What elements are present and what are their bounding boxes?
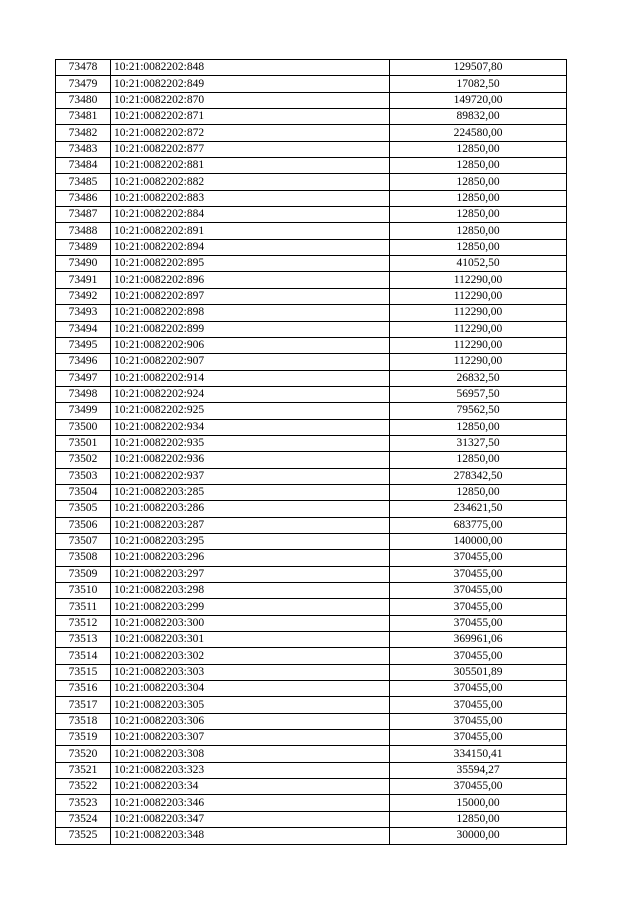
table-row [56,795,567,811]
row-number-cell: 73507 [56,533,111,549]
row-number-cell: 73516 [56,681,111,697]
table-row [56,288,567,304]
row-number-cell: 73489 [56,239,111,255]
table-row [56,321,567,337]
table-row [56,256,567,272]
row-number-cell: 73518 [56,713,111,729]
row-number-cell: 73482 [56,125,111,141]
cadastral-value-cell: 112290,00 [390,288,567,304]
cadastral-value-cell: 112290,00 [390,272,567,288]
row-number-cell: 73490 [56,256,111,272]
cadastral-number-cell: 10:21:0082202:935 [111,435,390,451]
table-row [56,337,567,353]
cadastral-value-cell: 370455,00 [390,615,567,631]
cadastral-number-cell: 10:21:0082203:347 [111,811,390,827]
cadastral-number-cell: 10:21:0082203:346 [111,795,390,811]
table-row [56,681,567,697]
cadastral-number-cell: 10:21:0082203:306 [111,713,390,729]
cadastral-value-cell: 12850,00 [390,190,567,206]
table-row [56,76,567,92]
cadastral-number-cell: 10:21:0082202:925 [111,403,390,419]
row-number-cell: 73521 [56,762,111,778]
cadastral-value-cell: 370455,00 [390,583,567,599]
cadastral-value-cell: 89832,00 [390,109,567,125]
cadastral-number-cell: 10:21:0082202:884 [111,207,390,223]
table-row [56,501,567,517]
row-number-cell: 73484 [56,158,111,174]
cadastral-number-cell: 10:21:0082203:296 [111,550,390,566]
cadastral-value-cell: 370455,00 [390,681,567,697]
cadastral-value-cell: 129507,80 [390,60,567,76]
row-number-cell: 73515 [56,664,111,680]
cadastral-number-cell: 10:21:0082202:849 [111,76,390,92]
row-number-cell: 73513 [56,632,111,648]
cadastral-number-cell: 10:21:0082203:307 [111,730,390,746]
row-number-cell: 73493 [56,305,111,321]
cadastral-number-cell: 10:21:0082203:305 [111,697,390,713]
row-number-cell: 73523 [56,795,111,811]
cadastral-value-cell: 224580,00 [390,125,567,141]
table-row [56,762,567,778]
cadastral-number-cell: 10:21:0082202:895 [111,256,390,272]
table-row [56,648,567,664]
cadastral-number-cell: 10:21:0082202:848 [111,60,390,76]
row-number-cell: 73494 [56,321,111,337]
cadastral-value-cell: 12850,00 [390,811,567,827]
cadastral-value-cell: 17082,50 [390,76,567,92]
row-number-cell: 73511 [56,599,111,615]
cadastral-number-cell: 10:21:0082202:924 [111,386,390,402]
cadastral-number-cell: 10:21:0082202:894 [111,239,390,255]
row-number-cell: 73498 [56,386,111,402]
row-number-cell: 73502 [56,452,111,468]
table-row [56,239,567,255]
cadastral-value-cell: 112290,00 [390,305,567,321]
table-row [56,109,567,125]
row-number-cell: 73483 [56,141,111,157]
row-number-cell: 73491 [56,272,111,288]
row-number-cell: 73496 [56,354,111,370]
cadastral-number-cell: 10:21:0082203:301 [111,632,390,648]
cadastral-value-cell: 30000,00 [390,828,567,844]
cadastral-value-cell: 369961,06 [390,632,567,648]
table-row [56,60,567,76]
cadastral-number-cell: 10:21:0082202:914 [111,370,390,386]
row-number-cell: 73525 [56,828,111,844]
table-row [56,566,567,582]
table-row [56,632,567,648]
cadastral-value-cell: 35594,27 [390,762,567,778]
cadastral-number-cell: 10:21:0082202:872 [111,125,390,141]
cadastral-number-cell: 10:21:0082202:871 [111,109,390,125]
table-row [56,713,567,729]
cadastral-number-cell: 10:21:0082203:285 [111,484,390,500]
table-row [56,125,567,141]
cadastral-number-cell: 10:21:0082203:323 [111,762,390,778]
cadastral-number-cell: 10:21:0082203:34 [111,779,390,795]
cadastral-number-cell: 10:21:0082202:934 [111,419,390,435]
row-number-cell: 73519 [56,730,111,746]
cadastral-number-cell: 10:21:0082202:891 [111,223,390,239]
cadastral-value-cell: 370455,00 [390,779,567,795]
row-number-cell: 73503 [56,468,111,484]
table-row [56,223,567,239]
row-number-cell: 73501 [56,435,111,451]
cadastral-number-cell: 10:21:0082202:882 [111,174,390,190]
row-number-cell: 73500 [56,419,111,435]
table-row [56,468,567,484]
cadastral-number-cell: 10:21:0082203:302 [111,648,390,664]
row-number-cell: 73510 [56,583,111,599]
table-row [56,158,567,174]
cadastral-value-cell: 112290,00 [390,321,567,337]
cadastral-number-cell: 10:21:0082202:877 [111,141,390,157]
row-number-cell: 73514 [56,648,111,664]
table-row [56,272,567,288]
table-row [56,403,567,419]
row-number-cell: 73509 [56,566,111,582]
cadastral-value-cell: 370455,00 [390,566,567,582]
row-number-cell: 73517 [56,697,111,713]
row-number-cell: 73512 [56,615,111,631]
cadastral-number-cell: 10:21:0082202:883 [111,190,390,206]
row-number-cell: 73488 [56,223,111,239]
table-row [56,533,567,549]
table-row [56,419,567,435]
table-row [56,370,567,386]
cadastral-value-cell: 112290,00 [390,337,567,353]
row-number-cell: 73505 [56,501,111,517]
cadastral-value-cell: 112290,00 [390,354,567,370]
cadastral-value-table [55,59,567,845]
table-row [56,386,567,402]
table-row [56,697,567,713]
cadastral-value-cell: 305501,89 [390,664,567,680]
cadastral-number-cell: 10:21:0082203:303 [111,664,390,680]
row-number-cell: 73478 [56,60,111,76]
cadastral-value-cell: 370455,00 [390,599,567,615]
cadastral-number-cell: 10:21:0082202:881 [111,158,390,174]
table-row [56,779,567,795]
cadastral-number-cell: 10:21:0082202:899 [111,321,390,337]
row-number-cell: 73504 [56,484,111,500]
cadastral-number-cell: 10:21:0082202:870 [111,92,390,108]
row-number-cell: 73524 [56,811,111,827]
cadastral-number-cell: 10:21:0082203:299 [111,599,390,615]
table-row [56,305,567,321]
table-row [56,615,567,631]
table-row [56,550,567,566]
row-number-cell: 73499 [56,403,111,419]
cadastral-value-cell: 15000,00 [390,795,567,811]
cadastral-number-cell: 10:21:0082202:896 [111,272,390,288]
table-row [56,811,567,827]
table-row [56,354,567,370]
cadastral-value-cell: 278342,50 [390,468,567,484]
cadastral-value-cell: 31327,50 [390,435,567,451]
row-number-cell: 73481 [56,109,111,125]
cadastral-value-cell: 370455,00 [390,713,567,729]
cadastral-number-cell: 10:21:0082202:936 [111,452,390,468]
cadastral-value-cell: 79562,50 [390,403,567,419]
cadastral-number-cell: 10:21:0082202:907 [111,354,390,370]
cadastral-value-cell: 149720,00 [390,92,567,108]
cadastral-value-cell: 26832,50 [390,370,567,386]
cadastral-value-cell: 370455,00 [390,697,567,713]
table-row [56,484,567,500]
row-number-cell: 73486 [56,190,111,206]
cadastral-value-cell: 370455,00 [390,550,567,566]
table-row [56,435,567,451]
row-number-cell: 73485 [56,174,111,190]
cadastral-value-cell: 12850,00 [390,452,567,468]
row-number-cell: 73522 [56,779,111,795]
table-row [56,190,567,206]
table-row [56,583,567,599]
row-number-cell: 73497 [56,370,111,386]
table-row [56,174,567,190]
cadastral-number-cell: 10:21:0082202:906 [111,337,390,353]
cadastral-value-cell: 41052,50 [390,256,567,272]
cadastral-value-cell: 683775,00 [390,517,567,533]
table-row [56,92,567,108]
table-row [56,141,567,157]
table-row [56,730,567,746]
cadastral-value-cell: 334150,41 [390,746,567,762]
cadastral-value-cell: 140000,00 [390,533,567,549]
cadastral-number-cell: 10:21:0082203:295 [111,533,390,549]
table-row [56,207,567,223]
table-row [56,664,567,680]
table-row [56,828,567,844]
cadastral-number-cell: 10:21:0082203:298 [111,583,390,599]
cadastral-value-cell: 12850,00 [390,419,567,435]
table-row [56,746,567,762]
cadastral-value-cell: 12850,00 [390,239,567,255]
cadastral-value-cell: 12850,00 [390,158,567,174]
table-row [56,452,567,468]
row-number-cell: 73480 [56,92,111,108]
cadastral-number-cell: 10:21:0082203:286 [111,501,390,517]
cadastral-value-cell: 370455,00 [390,648,567,664]
cadastral-number-cell: 10:21:0082202:897 [111,288,390,304]
cadastral-number-cell: 10:21:0082202:898 [111,305,390,321]
table-body [56,60,567,845]
row-number-cell: 73479 [56,76,111,92]
row-number-cell: 73495 [56,337,111,353]
cadastral-number-cell: 10:21:0082202:937 [111,468,390,484]
row-number-cell: 73492 [56,288,111,304]
cadastral-value-cell: 234621,50 [390,501,567,517]
cadastral-value-cell: 56957,50 [390,386,567,402]
cadastral-value-cell: 12850,00 [390,141,567,157]
table-row [56,599,567,615]
cadastral-number-cell: 10:21:0082203:308 [111,746,390,762]
cadastral-number-cell: 10:21:0082203:304 [111,681,390,697]
cadastral-value-cell: 12850,00 [390,174,567,190]
row-number-cell: 73508 [56,550,111,566]
cadastral-value-cell: 12850,00 [390,484,567,500]
cadastral-number-cell: 10:21:0082203:348 [111,828,390,844]
table-row [56,517,567,533]
cadastral-number-cell: 10:21:0082203:297 [111,566,390,582]
cadastral-number-cell: 10:21:0082203:300 [111,615,390,631]
row-number-cell: 73506 [56,517,111,533]
cadastral-value-cell: 12850,00 [390,223,567,239]
row-number-cell: 73487 [56,207,111,223]
row-number-cell: 73520 [56,746,111,762]
cadastral-value-cell: 12850,00 [390,207,567,223]
cadastral-number-cell: 10:21:0082203:287 [111,517,390,533]
cadastral-value-cell: 370455,00 [390,730,567,746]
